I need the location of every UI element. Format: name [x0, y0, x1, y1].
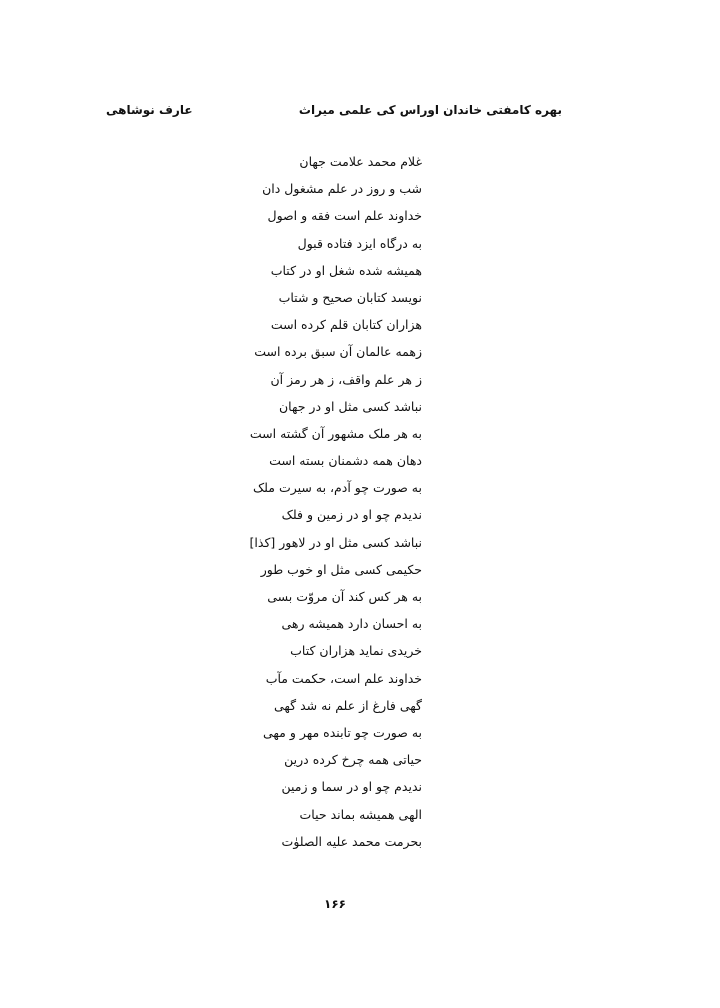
running-author: عارف نوشاهی: [106, 103, 193, 117]
poem-verse: نباشد کسی مثل او در لاهور [کذا]: [249, 534, 422, 550]
page-number: ۱۶۶: [324, 897, 346, 911]
page-header: [106, 103, 562, 125]
poem-verse: ندیدم چو او در سما و زمین: [281, 779, 422, 795]
poem-verse: غلام محمد علامت جهان: [299, 154, 422, 169]
poem-verse: ندیدم چو او در زمین و فلک: [281, 507, 422, 523]
poem-verse: همیشه شده شغل او در کتاب: [270, 262, 422, 278]
poem-verse: الهی همیشه بماند حیات: [299, 806, 422, 822]
poem-verse: به هر ملک مشهور آن گشته است: [249, 425, 422, 441]
poem-verse: حکیمی کسی مثل او خوب طور: [260, 561, 422, 577]
poem-verse: به احسان دارد همیشه رهی: [281, 616, 422, 632]
poem-verse: خداوند علم است فقه و اصول: [267, 208, 422, 224]
poem-verse: خریدی نماید هزاران کتاب: [290, 643, 422, 659]
poem-verse: هزاران کتابان قلم کرده است: [270, 317, 422, 333]
poem-verse: ز هر علم واقف، ز هر رمز آن: [270, 371, 422, 387]
poem-verse: به درگاه ایزد فتاده قبول: [297, 235, 422, 251]
poem-verse: حیاتی همه چرخ کرده درین: [284, 752, 422, 768]
poem-verse: به صورت چو آدم، به سیرت ملک: [252, 480, 422, 496]
poem-verse: بحرمت محمد علیه الصلوٰت: [281, 833, 422, 849]
poem-verse: زهمه عالمان آن سبق برده است: [254, 344, 422, 360]
poem-verse: گهی فارغ از علم نه شد گهی: [273, 697, 422, 713]
poem-verse: به هر کس کند آن مروّت بسی: [267, 589, 422, 604]
poem-verse: شب و روز در علم مشغول دان: [262, 181, 422, 197]
poem-verse: به صورت چو تابنده مهر و مهی: [263, 724, 422, 740]
running-title: بهره کامفتی خاندان اوراس کی علمی میراث: [298, 103, 562, 117]
poem-verse: نباشد کسی مثل او در جهان: [278, 398, 422, 414]
poem-verse: دهان همه دشمنان بسته است: [269, 453, 422, 469]
poem: [200, 148, 422, 855]
poem-verse: خداوند علم است، حکمت مآب: [265, 670, 422, 686]
poem-verse: نویسد کتابان صحیح و شتاب: [278, 289, 422, 305]
